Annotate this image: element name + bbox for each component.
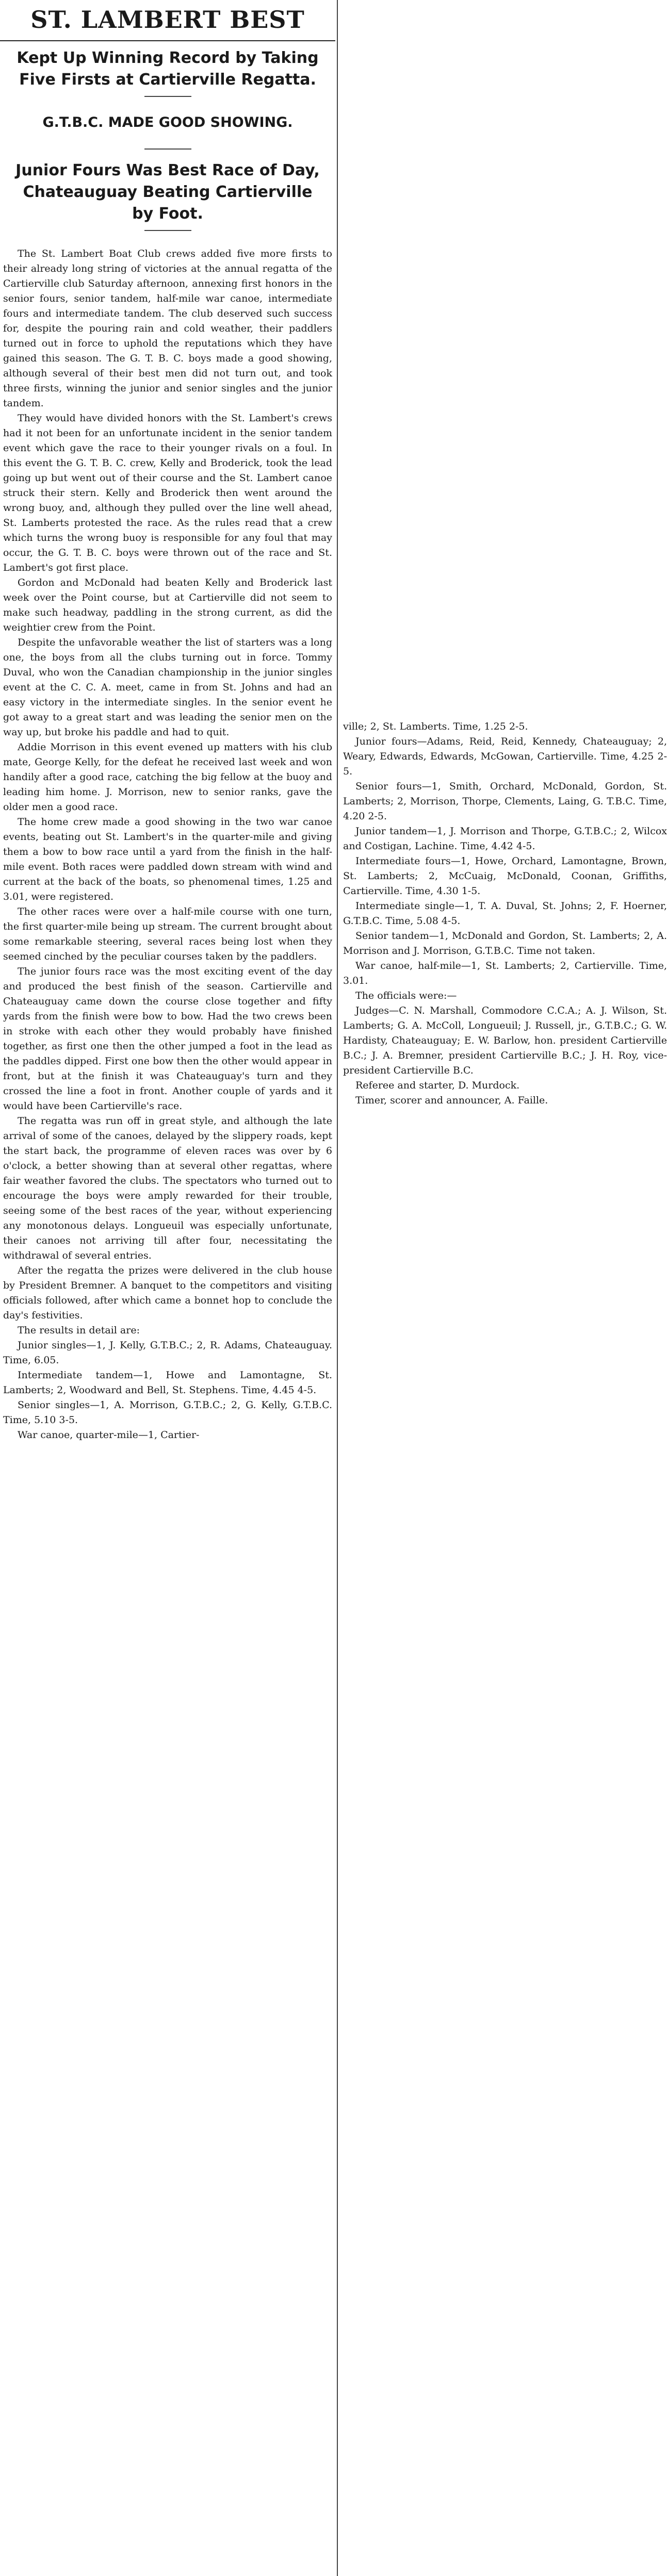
article-paragraph: They would have divided honors with the St. Lambert's crews had it not been for an unfortunate incident in the senior tandem event which gave the race to their younger rivals on a foul. In this event the G. T. B. C. crew, Kelly and Broderick, took the lead going up but went out of their course and the St. Lambert canoe struck their stern. Kelly and Broderick then went around the wrong buoy, and, although they pulled over the line well ahead, St. Lamberts protested the race. As the rules read that a crew which turns the wrong buoy is responsible for any foul that may occur, the G. T. B. C. boys were thrown out of the race and St. Lambert's got first place. xyxy=(3,412,332,573)
deck-divider-1 xyxy=(144,96,191,97)
article-paragraph: The officials were:— xyxy=(355,990,457,1001)
article-paragraph: Intermediate single—1, T. A. Duval, St. Johns; 2, F. Hoerner, G.T.B.C. Time, 5.08 4-5. xyxy=(343,900,667,927)
article-paragraph: The regatta was run off in great style, and although the late arrival of some of the canoes, delayed by the slippery roads, kept the start back, the programme of eleven races was over by 6 o'clock, a better showing than at several other regattas, where fair weather favored the clubs. The spectators who turned out to encourage the boys were amply rewarded for their trouble, seeing some of the best races of the year, without experiencing any monotonous delays. Longueuil was especially unfortunate, their canoes not arriving till after four, necessitating the withdrawal of several entries. xyxy=(3,1115,332,1261)
article-paragraph: Judges—C. N. Marshall, Commodore C.C.A.; A. J. Wilson, St. Lamberts; G. A. McColl, Longueuil; J. Russell, jr., G.T.B.C.; G. W. Hardisty, Chateauguay; E. W. Barlow, hon. president Cartierville B.C.; J. A. Bremner, president Cartierville B.C.; J. H. Roy, vice-president Cartierville B.C. xyxy=(343,1005,667,1076)
article-paragraph: War canoe, half-mile—1, St. Lamberts; 2, Cartierville. Time, 3.01. xyxy=(343,960,667,986)
article-paragraph: Junior fours—Adams, Reid, Reid, Kennedy, Chateauguay; 2, Weary, Edwards, Edwards, McGowan, Cartierville. Time, 4.25 2-5. xyxy=(343,736,667,777)
article-paragraph: Referee and starter, D. Murdock. xyxy=(355,1080,520,1091)
article-paragraph: Despite the unfavorable weather the list of starters was a long one, the boys from all the clubs turning out in force. Tommy Duval, who won the Canadian championship in the junior singles event at the C. C. A. meet, came in from St. Johns and had an easy victory in the intermediate singles. In the senior event he got away to a great start and was leading the senior men on the way up, but broke his paddle and had to quit. xyxy=(3,637,332,738)
article-paragraph: War canoe, quarter-mile—1, Cartier- xyxy=(18,1429,200,1441)
headline-rule xyxy=(0,40,335,41)
column-divider xyxy=(337,0,338,2576)
deck-divider-3 xyxy=(144,230,191,231)
deck-first: Kept Up Winning Record by Taking Five Firsts at Cartierville Regatta. xyxy=(17,49,319,89)
article-paragraph: Timer, scorer and announcer, A. Faille. xyxy=(355,1095,548,1106)
column-right xyxy=(343,719,667,1609)
deck-third: Junior Fours Was Best Race of Day, Chateauguay Beating Cartierville by Foot. xyxy=(15,161,320,223)
deck-second: G.T.B.C. MADE GOOD SHOWING. xyxy=(42,114,293,130)
article-paragraph: The junior fours race was the most exciting event of the day and produced the best finish of the season. Cartierville and Chateauguay came down the course close together and fifty yards from the finish were bow to bow. Had the two crews been in stroke with each other they would probably have finished together, as first one then the other jumped a foot in the lead as the paddles dipped. First one bow then the other would appear in front, but at the finish it was Chateauguay's turn and they crossed the line a foot in front. Another couple of yards and it would have been Cartierville's race. xyxy=(3,966,332,1112)
article-paragraph: Intermediate tandem—1, Howe and Lamontagne, St. Lamberts; 2, Woodward and Bell, St. Stephens. Time, 4.45 4-5. xyxy=(3,1369,332,1396)
article-paragraph: Senior fours—1, Smith, Orchard, McDonald, Gordon, St. Lamberts; 2, Morrison, Thorpe, Clements, Laing, G. T.B.C. Time, 4.20 2-5. xyxy=(343,781,667,822)
headline: ST. LAMBERT BEST xyxy=(30,6,305,34)
article-paragraph: The results in detail are: xyxy=(18,1325,140,1336)
article-paragraph: The other races were over a half-mile course with one turn, the first quarter-mile being up stream. The current brought about some remarkable steering, several races being lost when they seemed cinched by the peculiar courses taken by the paddlers. xyxy=(3,906,332,962)
article-paragraph: ville; 2, St. Lamberts. Time, 1.25 2-5. xyxy=(343,721,528,732)
article-paragraph: After the regatta the prizes were delivered in the club house by President Bremner. A banquet to the competitors and visiting officials followed, after which came a bonnet hop to conclude the day's festivities. xyxy=(3,1265,332,1321)
article-paragraph: Addie Morrison in this event evened up matters with his club mate, George Kelly, for the defeat he received last week and won handily after a good race, catching the big fellow at the buoy and leading him home. J. Morrison, new to senior ranks, gave the older men a good race. xyxy=(3,741,332,813)
article-paragraph: Junior singles—1, J. Kelly, G.T.B.C.; 2, R. Adams, Chateauguay. Time, 6.05. xyxy=(3,1340,332,1366)
article-paragraph: Senior tandem—1, McDonald and Gordon, St. Lamberts; 2, A. Morrison and J. Morrison, G.T.B.C. Time not taken. xyxy=(343,930,667,956)
article-paragraph: Gordon and McDonald had beaten Kelly and Broderick last week over the Point course, but at Cartierville did not seem to make such headway, paddling in the strong current, as did the weightier crew from the Point. xyxy=(3,577,332,633)
deck-divider-2 xyxy=(144,148,191,150)
article-body-left xyxy=(0,246,335,1443)
article-paragraph: Junior tandem—1, J. Morrison and Thorpe, G.T.B.C.; 2, Wilcox and Costigan, Lachine. Time, 4.42 4-5. xyxy=(343,825,667,852)
article-paragraph: Intermediate fours—1, Howe, Orchard, Lamontagne, Brown, St. Lamberts; 2, McCuaig, McDonald, Coonan, Griffiths, Cartierville. Time, 4.30 1-5. xyxy=(343,855,667,897)
article-paragraph: The St. Lambert Boat Club crews added five more firsts to their already long string of victories at the annual regatta of the Cartierville club Saturday afternoon, annexing first honors in the senior fours, senior tandem, half-mile war canoe, intermediate fours and intermediate tandem. The club deserved such success for, despite the pouring rain and cold weather, their paddlers turned out in force to uphold the reputations which they have gained this season. The G. T. B. C. boys made a good showing, although several of their best men did not turn out, and took three firsts, winning the junior and senior singles and the junior tandem. xyxy=(3,248,332,409)
article-paragraph: The home crew made a good showing in the two war canoe events, beating out St. Lambert's in the quarter-mile and giving them a bow to bow race until a yard from the finish in the half-mile event. Both races were paddled down stream with wind and current at the back of the boats, so phenomenal times, 1.25 and 3.01, were registered. xyxy=(3,816,332,902)
article-paragraph: Senior singles—1, A. Morrison, G.T.B.C.; 2, G. Kelly, G.T.B.C. Time, 5.10 3-5. xyxy=(3,1399,332,1426)
